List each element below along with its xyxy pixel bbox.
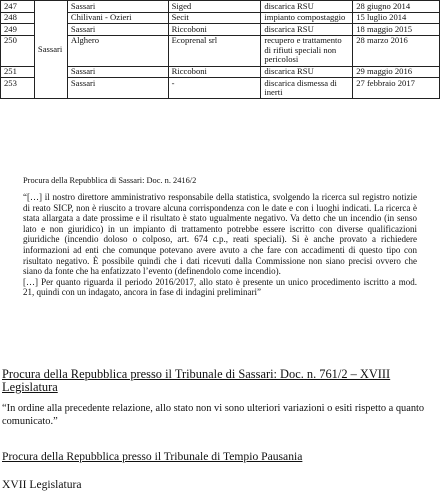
row-number: 251 bbox=[1, 66, 35, 78]
date-cell: 27 febbraio 2017 bbox=[353, 78, 440, 99]
legislature-heading: XVII Legislatura bbox=[2, 478, 82, 491]
quote-paragraph: […] Per quanto riguarda il periodo 2016/2017, allo stato è presente un unico procedimento iscritto a mod. 21, quindi con un indagato, ancora in fase di indagini preliminari” bbox=[23, 276, 417, 298]
date-cell: 28 marzo 2016 bbox=[353, 35, 440, 66]
row-number: 247 bbox=[1, 1, 35, 13]
table-row bbox=[1, 1, 440, 13]
date-cell: 15 luglio 2014 bbox=[353, 12, 440, 24]
row-number: 253 bbox=[1, 78, 35, 99]
facility-type-cell: discarica RSU bbox=[261, 66, 353, 78]
facility-type-cell: discarica dismessa di inerti bbox=[261, 78, 353, 99]
municipality-cell: Sassari bbox=[67, 24, 168, 36]
company-cell: - bbox=[168, 78, 261, 99]
company-cell: Ecoprenal srl bbox=[168, 35, 261, 66]
sassari-quote: “In ordine alla precedente relazione, allo stato non vi sono ulteriori variazioni o esiti rispetto a quanto comunicato.” bbox=[2, 403, 425, 427]
source-reference: Procura della Repubblica di Sassari: Doc. n. 2416/2 bbox=[23, 176, 197, 185]
row-number: 250 bbox=[1, 35, 35, 66]
date-cell: 28 giugno 2014 bbox=[353, 1, 440, 13]
date-cell: 29 maggio 2016 bbox=[353, 66, 440, 78]
company-cell: Riccoboni bbox=[168, 24, 261, 36]
section-heading-tempio-pausania: Procura della Repubblica presso il Tribunale di Tempio Pausania bbox=[2, 450, 303, 463]
row-number: 248 bbox=[1, 12, 35, 24]
company-cell: Riccoboni bbox=[168, 66, 261, 78]
row-number: 249 bbox=[1, 24, 35, 36]
municipality-cell: Sassari bbox=[67, 78, 168, 99]
municipality-cell: Alghero bbox=[67, 35, 168, 66]
municipality-cell: Chilivani - Ozieri bbox=[67, 12, 168, 24]
facility-type-cell: discarica RSU bbox=[261, 1, 353, 13]
date-cell: 18 maggio 2015 bbox=[353, 24, 440, 36]
merged-province-cell: Sassari bbox=[34, 1, 67, 99]
fire-incident-table bbox=[0, 0, 440, 99]
section-heading-sassari: Procura della Repubblica presso il Tribunale di Sassari: Doc. n. 761/2 – XVIII Legislatura bbox=[2, 367, 391, 395]
prosecutor-quote bbox=[23, 192, 417, 298]
company-cell: Siged bbox=[168, 1, 261, 13]
company-cell: Secit bbox=[168, 12, 261, 24]
municipality-cell: Sassari bbox=[67, 66, 168, 78]
facility-type-cell: discarica RSU bbox=[261, 24, 353, 36]
facility-type-cell: impianto compostaggio bbox=[261, 12, 353, 24]
municipality-cell: Sassari bbox=[67, 1, 168, 13]
quote-paragraph: “[…] il nostro direttore amministrativo responsabile della statistica, svolgendo la ricerca sul registro notizie di reato SICP, non è riuscito a trovare alcuna corrispondenza con le date e con i luoghi indicati. La ricerca è stata allargata a date prossime e il risultato è stato ugualmente negativo. Va detto che un incendio (in senso lato e non giuridico) in un impianto di trattamento potrebbe essere iscritto con diverse qualificazioni giuridiche (incendio doloso o colposo, art. 674 c.p., reati speciali). Si è anche provato a richiedere informazioni ad enti che comunque potevano avere avuto a che fare con accadimenti di questo tipo con risultato negativo. È possibile quindi che i dati ricevuti dalla Commissione non siano precisi ovvero che siano da fonte che ha enfatizzato l’evento (definendolo come incendio). bbox=[23, 192, 417, 277]
facility-type-cell: recupero e trattamento di rifiuti speciali non pericolosi bbox=[261, 35, 353, 66]
